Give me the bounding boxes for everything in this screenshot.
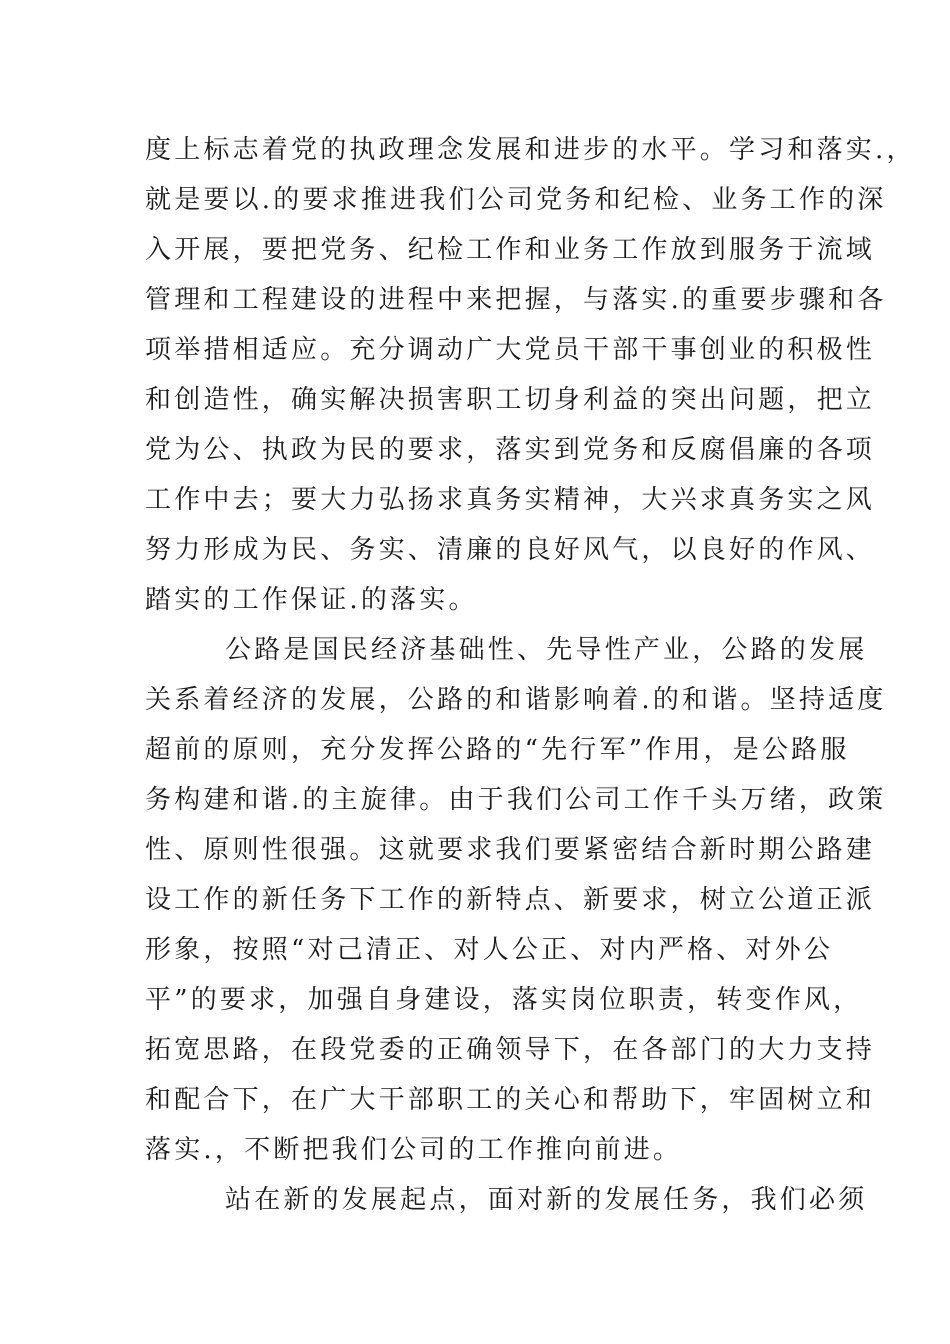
paragraph-line: 踏实的工作保证.的落实。 — [145, 585, 478, 615]
paragraph-line: 工作中去；要大力弘扬求真务实精神，大兴求真务实之风 — [145, 485, 876, 515]
paragraph-line: 和配合下，在广大干部职工的关心和帮助下，牢固树立和 — [145, 1085, 876, 1115]
paragraph-line: 管理和工程建设的进程中来把握，与落实.的重要步骤和各 — [145, 285, 887, 315]
paragraph-line: 平”的要求，加强自身建设，落实岗位职责，转变作风， — [145, 985, 863, 1015]
paragraph-line: 项举措相适应。充分调动广大党员干部干事创业的积极性 — [145, 335, 876, 365]
paragraph-first-line: 站在新的发展起点，面对新的发展任务，我们必须 — [225, 1185, 868, 1215]
paragraph-line: 入开展，要把党务、纪检工作和业务工作放到服务于流域 — [145, 235, 876, 265]
paragraph-line: 努力形成为民、务实、清廉的良好风气，以良好的作风、 — [145, 535, 876, 565]
paragraph-line: 就是要以.的要求推进我们公司党务和纪检、业务工作的深 — [145, 185, 887, 215]
paragraph-line: 落实.，不断把我们公司的工作推向前进。 — [145, 1135, 683, 1165]
paragraph-line: 党为公、执政为民的要求，落实到党务和反腐倡廉的各项 — [145, 435, 876, 465]
paragraph-line: 关系着经济的发展，公路的和谐影响着.的和谐。坚持适度 — [145, 685, 887, 715]
paragraph-line: 和创造性，确实解决损害职工切身利益的突出问题，把立 — [145, 385, 876, 415]
paragraph-first-line: 公路是国民经济基础性、先导性产业，公路的发展 — [225, 635, 868, 665]
paragraph-line: 形象，按照“对己清正、对人公正、对内严格、对外公 — [145, 935, 834, 965]
paragraph-line: 务构建和谐.的主旋律。由于我们公司工作千头万绪，政策 — [145, 785, 887, 815]
paragraph-line: 性、原则性很强。这就要求我们要紧密结合新时期公路建 — [145, 835, 876, 865]
paragraph-line: 超前的原则，充分发挥公路的“先行军”作用，是公路服 — [145, 735, 850, 765]
paragraph-line: 拓宽思路，在段党委的正确领导下，在各部门的大力支持 — [145, 1035, 876, 1065]
paragraph-line: 设工作的新任务下工作的新特点、新要求，树立公道正派 — [145, 885, 876, 915]
paragraph-line: 度上标志着党的执政理念发展和进步的水平。学习和落实.， — [145, 135, 916, 165]
